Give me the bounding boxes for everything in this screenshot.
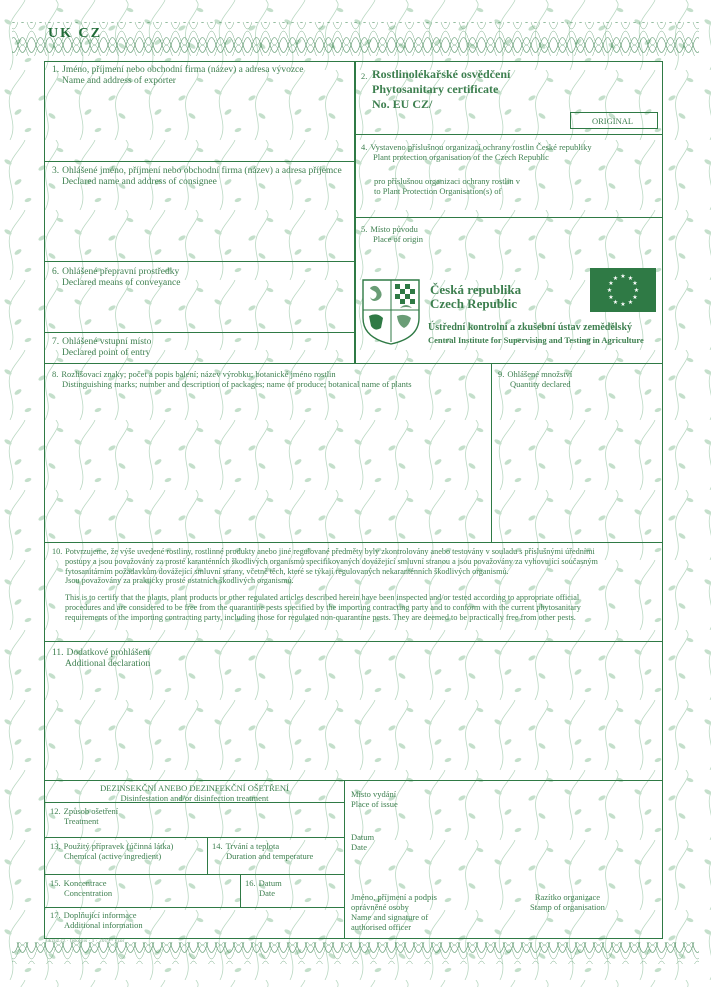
- issuer-country-en: Czech Republic: [430, 296, 518, 311]
- officer-signature-cz-2: oprávněné osoby: [351, 902, 409, 912]
- field7-label: [52, 337, 151, 359]
- header-code: UK CZ: [48, 26, 102, 41]
- officer-signature-label: [351, 892, 437, 932]
- field5-label: [361, 224, 423, 244]
- field10-number: 10.: [52, 547, 63, 556]
- field14-number: 14.: [212, 841, 223, 851]
- svg-text:★: ★: [632, 294, 638, 301]
- field10-cz-line-2: postupy a jsou považovány za prosté karanténních škodlivých organismů specifikovaných dovážející smluvní stranou a jsou považovány za vyhovující současným: [65, 556, 598, 566]
- field6-label: [52, 267, 180, 289]
- eu-flag-icon: [590, 268, 656, 312]
- svg-text:★: ★: [606, 287, 613, 294]
- issue-date-cz: Datum: [351, 832, 375, 842]
- field14-label: [212, 841, 313, 861]
- issue-date-label: [351, 832, 374, 852]
- svg-text:★: ★: [608, 280, 614, 287]
- field8-label-cz: Rozlišovací znaky; počet a popis balení; název výrobku; botanické jméno rostlin: [61, 369, 336, 379]
- field7-label-en: Declared point of entry: [62, 348, 151, 358]
- field10-cz-line-1: Potvrzujeme, že výše uvedené rostliny, rostlinné produkty anebo jiné regulované předměty byly zkontrolovány anebo testovány v souladu s příslušnými úředními: [65, 547, 595, 556]
- issuer-institute-cz: Ústřední kontrolní a zkušební ústav zemědělský: [428, 322, 633, 333]
- field1-number: 1.: [52, 65, 60, 75]
- field6-label-cz: Ohlášené přepravní prostředky: [62, 267, 180, 277]
- treatment-header-cz: DEZINSEKČNÍ ANEBO DEZINFEKČNÍ OŠETŘENÍ: [100, 783, 289, 793]
- field10-en-line-2: procedures and are considered to be free from the quarantine pests specified by the importing contracting party and to conform with the current phytosanitary: [65, 602, 581, 612]
- svg-text:★: ★: [612, 299, 619, 306]
- field5-label-cz: Místo původu: [370, 224, 418, 234]
- field12-label-cz: Způsob ošetření: [63, 806, 119, 816]
- svg-text:★: ★: [627, 299, 634, 306]
- certificate-title-en: Phytosanitary certificate: [372, 82, 499, 96]
- field4-recipient-cz: pro příslušnou organizaci ochrany rostlin v: [374, 176, 520, 186]
- svg-text:★: ★: [612, 275, 619, 282]
- field12-number: 12.: [50, 806, 61, 816]
- place-of-issue-en: Place of issue: [351, 799, 398, 809]
- field14-label-cz: Trvání a teplota: [225, 841, 280, 851]
- field17-number: 17.: [50, 910, 61, 920]
- field12-label-en: Treatment: [64, 816, 99, 826]
- organisation-stamp-en: Stamp of organisation: [530, 902, 605, 912]
- issuer-country-cz: Česká republika: [430, 282, 522, 297]
- czech-coat-of-arms-icon: [361, 278, 421, 346]
- field1-label-cz: Jméno, příjmení nebo obchodní firma (název) a adresa vývozce: [62, 65, 304, 75]
- field10-en-line-3: requirements of the importing contracting party, including those for regulated non-quarantine pests. They are deemed to be practically free from other pests.: [65, 612, 576, 622]
- organisation-stamp-label: [530, 892, 605, 912]
- officer-signature-en-2: authorised officer: [351, 922, 412, 932]
- officer-signature-en-1: Name and signature of: [351, 912, 429, 922]
- svg-text:★: ★: [608, 294, 614, 301]
- box-marks-description[interactable]: [44, 363, 492, 543]
- certificate-title-cz: Rostlinolékařské osvědčení: [372, 67, 511, 81]
- field4-label-en: Plant protection organisation of the Czech Republic: [373, 152, 549, 162]
- field16-label: [245, 878, 282, 898]
- svg-text:★: ★: [620, 301, 626, 308]
- place-of-issue-label: [351, 789, 398, 809]
- original-stamp: ORIGINAL: [592, 116, 634, 126]
- field4-label: [361, 142, 592, 162]
- field9-label: [498, 369, 572, 389]
- field7-number: 7.: [52, 337, 60, 347]
- field5-label-en: Place of origin: [373, 234, 424, 244]
- field11-label-en: Additional declaration: [65, 659, 151, 669]
- field1-label-en: Name and address of exporter: [62, 76, 176, 86]
- organisation-stamp-cz: Razítko organizace: [534, 892, 601, 902]
- certificate-number: No. EU CZ/: [372, 97, 433, 111]
- field16-label-en: Date: [259, 888, 276, 898]
- field11-number: 11.: [52, 648, 64, 658]
- field10-text: [52, 547, 598, 623]
- field16-label-cz: Datum: [258, 878, 282, 888]
- treatment-header: [44, 783, 345, 803]
- field8-number: 8.: [52, 369, 59, 379]
- field17-label-en: Additional information: [64, 920, 143, 930]
- field3-label: [52, 166, 342, 188]
- field13-label: [50, 841, 173, 861]
- field6-number: 6.: [52, 267, 60, 277]
- field15-label: [50, 878, 112, 898]
- field5-number: 5.: [361, 224, 368, 234]
- field11-label: [52, 648, 150, 670]
- field13-label-en: Chemical (active ingredient): [64, 851, 162, 861]
- field10-cz-line-4: Jsou považovány za prakticky prosté ostatních škodlivých organismů.: [65, 576, 294, 586]
- field17-label: [50, 910, 143, 930]
- svg-text:★: ★: [620, 273, 626, 280]
- field16-number: 16.: [245, 878, 256, 888]
- field11-label-cz: Dodatkové prohlášení: [66, 648, 151, 658]
- print-note: ukzuz.cz · tiskopis · 1 · 2019 · vzor: [46, 938, 125, 944]
- field9-label-cz: Ohlášené množství: [507, 369, 573, 379]
- field10-en-line-1: This is to certify that the plants, plant products or other regulated articles described herein have been inspected and/or tested according to appropriate official: [65, 593, 580, 603]
- box-quantity[interactable]: [491, 363, 663, 543]
- field10-cz-line-3: fytosanitárním požadavkům dovážející smluvní strany, včetně těch, které se týkají regulovaných nekaranténních škodlivých organismů.: [65, 566, 509, 576]
- field6-label-en: Declared means of conveyance: [62, 278, 181, 288]
- field8-label-en: Distinguishing marks; number and description of packages; name of produce; botanical name of plants: [62, 379, 412, 389]
- svg-text:★: ★: [633, 287, 640, 294]
- field3-number: 3.: [52, 166, 60, 176]
- place-of-issue-cz: Místo vydání: [351, 789, 397, 799]
- field15-label-en: Concentration: [64, 888, 113, 898]
- field4-label-cz: Vystaveno příslušnou organizací ochrany rostlin České republiky: [370, 142, 592, 152]
- field1-label: [52, 65, 304, 87]
- field4-recipient-en: to Plant Protection Organisation(s) of: [374, 186, 502, 196]
- field9-number: 9.: [498, 369, 505, 379]
- officer-signature-cz-1: Jméno, příjmení a podpis: [351, 892, 437, 902]
- field14-label-en: Duration and temperature: [226, 851, 314, 861]
- field4-recipient-label: [374, 176, 520, 196]
- field3-label-en: Declared name and address of consignee: [62, 177, 217, 187]
- field2-number: 2.: [361, 71, 368, 81]
- treatment-header-en: Disinfestation and/or disinfection treatment: [120, 793, 269, 803]
- field13-number: 13.: [50, 841, 61, 851]
- field15-label-cz: Koncentrace: [63, 878, 107, 888]
- issuer-institute-en: Central Institute for Supervising and Testing in Agriculture: [428, 335, 644, 345]
- svg-text:★: ★: [632, 280, 638, 287]
- field7-label-cz: Ohlášené vstupní místo: [62, 337, 152, 347]
- issue-date-en: Date: [351, 842, 368, 852]
- field9-label-en: Quantity declared: [510, 379, 571, 389]
- field15-number: 15.: [50, 878, 61, 888]
- field3-label-cz: Ohlášené jméno, příjmení nebo obchodní firma (název) a adresa příjemce: [62, 166, 342, 176]
- field17-label-cz: Doplňující informace: [63, 910, 137, 920]
- field8-label: [52, 369, 412, 389]
- svg-text:★: ★: [627, 275, 634, 282]
- field12-label: [50, 806, 118, 826]
- field13-label-cz: Použitý přípravek (účinná látka): [63, 841, 174, 851]
- field4-number: 4.: [361, 142, 368, 152]
